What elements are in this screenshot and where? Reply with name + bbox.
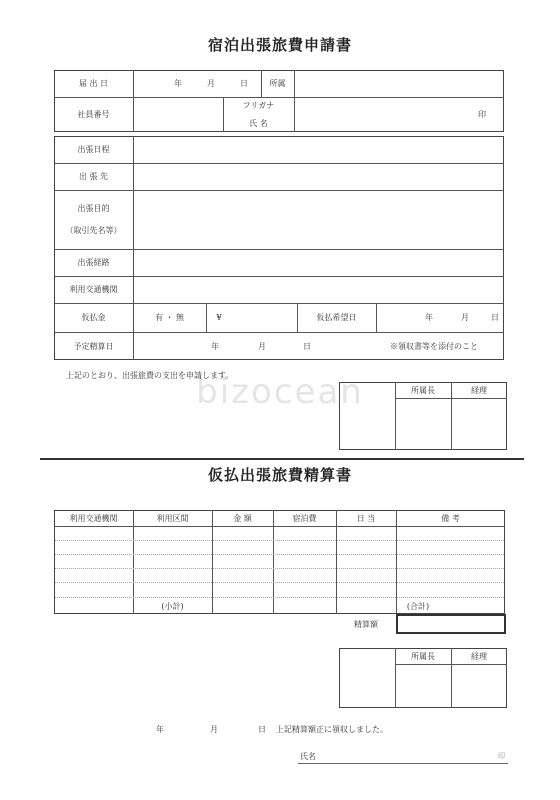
subtotal-label: (小計) [161,601,184,611]
signature-line[interactable] [298,763,508,764]
transport-field[interactable] [133,276,504,303]
submission-month: 月 [207,79,215,88]
col-remarks: 備 考 [441,513,460,523]
yen-sign: ¥ [216,313,222,322]
destination-field[interactable] [133,163,504,190]
employee-number-field[interactable] [133,97,223,132]
trip-purpose-label [54,190,133,249]
receipt-day: 日 [258,725,266,734]
receipt-year: 年 [156,725,164,734]
watermark: bizocean [196,372,364,412]
approval-head-stamp[interactable] [395,398,451,450]
application-title: 宿泊出張旅費申請書 [207,36,352,54]
trip-schedule-label: 出張日程 [77,145,110,154]
settlement-date-label: 予定精算日 [73,341,114,351]
section-divider [40,458,524,460]
approval2-head-label: 所属長 [411,651,435,661]
name-field[interactable] [294,97,464,132]
advance-year: 年 [425,313,433,322]
approval-accounting-stamp[interactable] [451,398,507,450]
trip-route-field[interactable] [133,249,504,276]
settlement-day: 日 [303,341,311,351]
approval-stamp-blank[interactable] [339,382,395,450]
application-statement: 上記のとおり、出張旅費の支出を申請します。 [66,371,234,380]
advance-date-label: 仮払希望日 [316,313,357,322]
col-amount: 金 額 [233,513,252,523]
approval-head-label: 所属長 [411,385,435,395]
trip-purpose-label-line2: （取引先名等） [65,225,122,235]
signature-label: 氏名 [300,752,316,761]
settlement-amount-field[interactable] [396,614,506,634]
department-field[interactable] [294,70,504,97]
submission-date-label: 届 出 日 [78,79,109,88]
col-section: 利用区間 [156,513,189,523]
employee-number-label: 社員番号 [77,110,110,119]
transport-label: 利用交通機関 [69,285,118,294]
approval2-accounting-label: 経理 [471,651,487,661]
advance-month: 月 [461,313,469,322]
approval2-accounting-stamp[interactable] [451,664,507,708]
approval2-head-stamp[interactable] [395,664,451,708]
receipt-statement: 上記精算額正に領収しました。 [276,725,388,734]
settlement-year: 年 [211,341,219,351]
col-transport: 利用交通機関 [69,513,118,523]
trip-schedule-field[interactable] [133,136,504,163]
signature-seal: 印 [498,752,505,760]
furigana-label: フリガナ [242,101,275,110]
settlement-amount-label: 精算額 [354,619,378,629]
advance-day: 日 [491,313,499,322]
seal-mark: 印 [478,110,486,119]
total-label: (合計) [406,601,430,611]
receipt-month: 月 [210,725,218,734]
settlement-title: 仮払出張旅費精算書 [207,466,352,484]
department-label: 所属 [269,79,286,88]
trip-purpose-label-line1: 出張目的 [77,203,110,213]
settlement-month: 月 [258,341,266,351]
approval-accounting-label: 経理 [471,385,487,395]
trip-route-label: 出張経路 [77,258,110,267]
submission-year: 年 [174,79,182,88]
receipt-attach-note: ※領収書等を添付のこと [390,341,478,351]
approval2-stamp-blank[interactable] [339,648,395,708]
advance-amount-field[interactable] [226,303,297,332]
destination-label: 出 張 先 [78,172,109,181]
advance-choice[interactable]: 有 ・ 無 [154,313,185,322]
col-lodging: 宿泊費 [292,513,317,523]
name-label: 氏 名 [249,118,268,128]
submission-day: 日 [240,79,248,88]
advance-label: 仮払金 [81,313,106,322]
col-daily-allowance: 日 当 [356,513,376,523]
trip-purpose-field[interactable] [133,190,504,249]
